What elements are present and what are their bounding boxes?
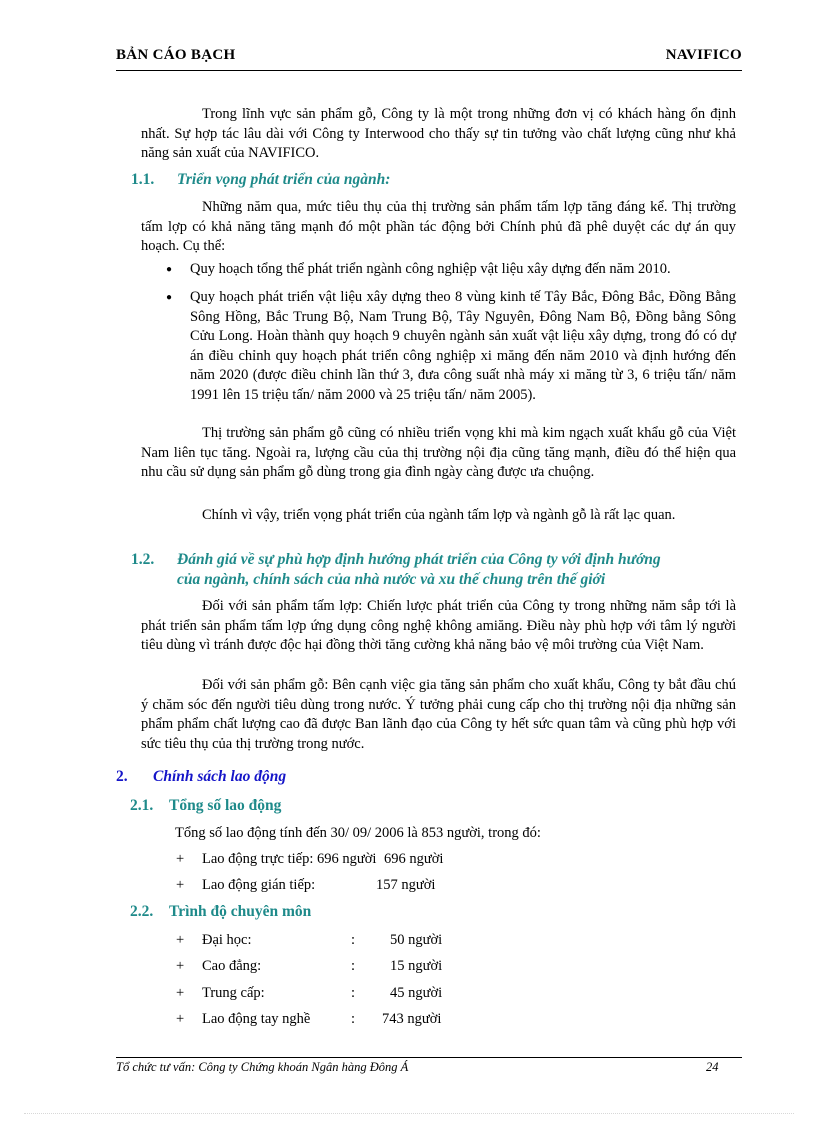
university-value: 50 người: [390, 932, 443, 948]
section-1-1-paragraph-2: Thị trường sản phẩm gỗ cũng có nhiều triển vọng khi mà kim ngạch xuất khẩu gỗ của Việt Nam liên tục tăng. Ngoài ra, lượng cầu của thị trường nội địa cũng tăng mạnh, điều đó thể hiện qua nhu cầu sử dụng sản phẩm gỗ dùng trong gia đình ngày càng được ưa chuộng.: [141, 425, 736, 480]
section-2-1-title: Tổng số lao động: [169, 797, 282, 814]
section-1-2-title-line-2: của ngành, chính sách của nhà nước và xu thế chung trên thế giới: [177, 571, 606, 588]
indirect-labor-label: Lao động gián tiếp:: [202, 877, 316, 893]
section-1-1-title: Triển vọng phát triển của ngành:: [177, 171, 391, 188]
list-marker: +: [176, 877, 185, 893]
section-1-2-number: 1.2.: [131, 551, 155, 568]
footer-rule: [116, 1057, 742, 1058]
skilled-labor-label: Lao động tay nghề: [202, 1011, 311, 1027]
document-title: BẢN CÁO BẠCH: [116, 47, 236, 63]
intro-paragraph: Trong lĩnh vực sản phẩm gỗ, Công ty là một trong những đơn vị có khách hàng ổn định nhất. Sự hợp tác lâu dài với Công ty Interwood cho thấy sự tin tưởng vào chất lượng cũng như khả năng sản xuất của NAVIFICO.: [141, 106, 736, 161]
total-employees: Tổng số lao động tính đến 30/ 09/ 2006 là 853 người, trong đó:: [175, 825, 541, 841]
section-2-1-number: 2.1.: [130, 797, 154, 814]
bullet-marker: ●: [166, 292, 173, 303]
direct-labor-label: Lao động trực tiếp: 696 người: [202, 851, 377, 867]
direct-labor-value: 696 người: [384, 851, 444, 867]
section-1-2-paragraph-1: Đối với sản phẩm tấm lợp: Chiến lược phát triển của Công ty trong những năm sắp tới là phát triển sản phẩm tấm lợp ứng dụng công nghệ không amiăng. Điều này phù hợp với tâm lý người tiêu dùng vì tránh được độc hại đồng thời tăng cường khả năng bảo vệ môi trường của Việt Nam.: [141, 598, 736, 653]
university-label: Đại học:: [202, 932, 252, 948]
separator: :: [351, 1011, 356, 1027]
bullet-item: Quy hoạch phát triển vật liệu xây dựng theo 8 vùng kinh tế Tây Bắc, Đông Bắc, Đồng Bằng Sông Hồng, Bắc Trung Bộ, Nam Trung Bộ, Tây Nguyên, Đông Nam Bộ, Đồng bằng Sông Cửu Long. Hoàn thành quy hoạch 9 chuyên ngành sản xuất vật liệu xây dựng, trong đó có dự án điều chỉnh quy hoạch phát triển công nghiệp xi măng đến năm 2010 và định hướng đến năm 2020 (được điều chỉnh lần thứ 3, đưa công suất nhà máy xi măng từ 3, 6 triệu tấn/ năm 1991 lên 15 triệu tấn/ năm 2000 và 25 triệu tấn/ năm 2005).: [190, 289, 736, 403]
page-number: 24: [706, 1060, 719, 1074]
section-1-1-paragraph-3: Chính vì vậy, triển vọng phát triển của ngành tấm lợp và ngành gỗ là rất lạc quan.: [202, 507, 676, 523]
vocational-value: 45 người: [390, 985, 443, 1001]
section-2-2-number: 2.2.: [130, 903, 154, 920]
indirect-labor-value: 157 người: [376, 877, 436, 893]
bullet-item: Quy hoạch tổng thể phát triển ngành công nghiệp vật liệu xây dựng đến năm 2010.: [190, 261, 671, 277]
college-label: Cao đẳng:: [202, 958, 262, 974]
section-1-2-title-line-1: Đánh giá về sự phù hợp định hướng phát triển của Công ty với định hướng: [177, 551, 661, 568]
bullet-marker: ●: [166, 264, 173, 275]
list-marker: +: [176, 985, 185, 1001]
section-2-title: Chính sách lao động: [153, 768, 287, 785]
vocational-label: Trung cấp:: [202, 985, 265, 1001]
section-2-2-title: Trình độ chuyên môn: [169, 903, 312, 920]
list-marker: +: [176, 1011, 185, 1027]
list-marker: +: [176, 958, 185, 974]
header-rule: [116, 70, 742, 71]
skilled-labor-value: 743 người: [382, 1011, 442, 1027]
page-break-line: [24, 1113, 794, 1114]
separator: :: [351, 958, 356, 974]
separator: :: [351, 985, 356, 1001]
list-marker: +: [176, 851, 185, 867]
list-marker: +: [176, 932, 185, 948]
college-value: 15 người: [390, 958, 443, 974]
separator: :: [351, 932, 356, 948]
section-1-1-number: 1.1.: [131, 171, 155, 188]
company-name: NAVIFICO: [665, 47, 742, 63]
section-1-1-paragraph-1: Những năm qua, mức tiêu thụ của thị trường sản phẩm tấm lợp tăng đáng kể. Thị trường tấm lợp có khả năng tăng mạnh đó một phần tác động bởi Chính phủ đã phê duyệt các dự án quy hoạch. Cụ thể:: [141, 199, 736, 254]
section-2-number: 2.: [116, 768, 128, 785]
footer-advisor: Tổ chức tư vấn: Công ty Chứng khoán Ngân hàng Đông Á: [116, 1060, 409, 1074]
section-1-2-paragraph-2: Đối với sản phẩm gỗ: Bên cạnh việc gia tăng sản phẩm cho xuất khẩu, Công ty bắt đầu chú ý chăm sóc đến người tiêu dùng trong nước. Ý tưởng phải cung cấp cho thị trường nội địa những sản phẩm phẩm chất lượng cao đã được Ban lãnh đạo của Công ty hết sức quan tâm và cũng phù hợp với sức tiêu thụ của thị trường trong nước.: [141, 677, 736, 752]
